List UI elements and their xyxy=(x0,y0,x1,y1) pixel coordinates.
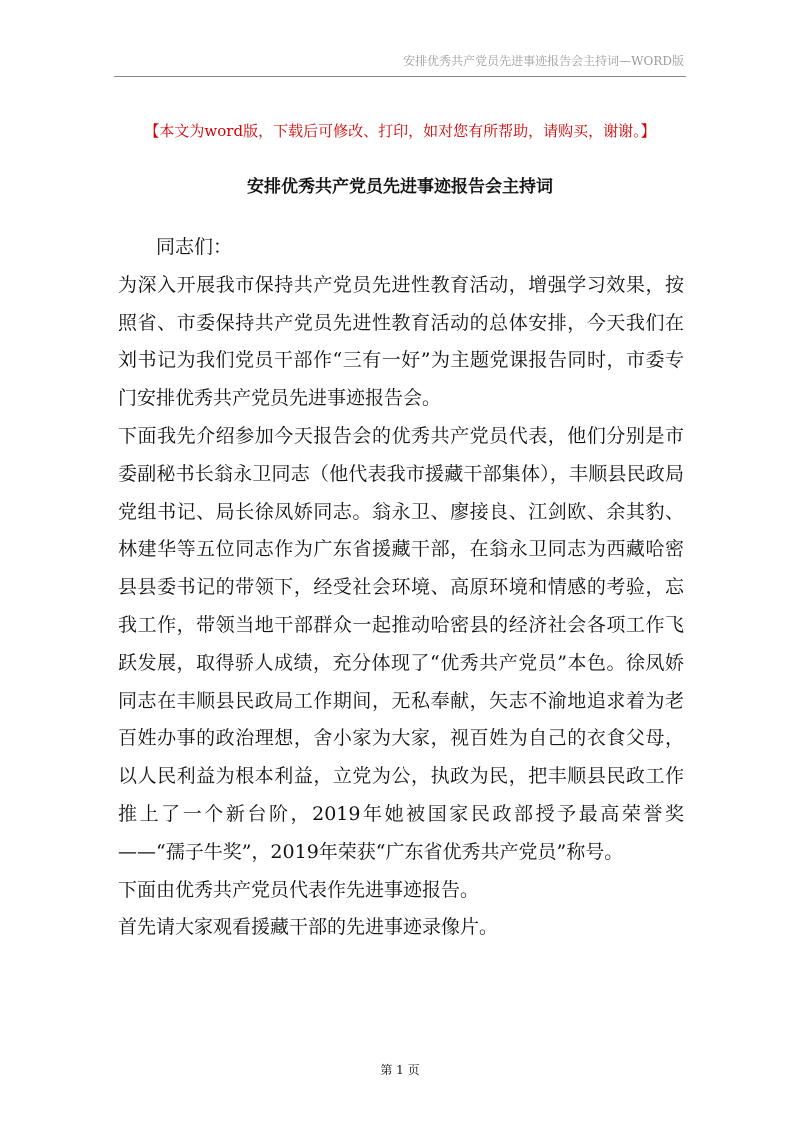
page-number: 第 1 页 xyxy=(380,1063,420,1077)
document-title: 安排优秀共产党员先进事迹报告会主持词 xyxy=(247,177,553,197)
body-paragraph-3: 下面由优秀共产党员代表作先进事迹报告。 xyxy=(118,878,480,901)
body-paragraph-4: 首先请大家观看援藏干部的先进事迹录像片。 xyxy=(118,916,499,939)
salutation-paragraph: 同志们： xyxy=(156,236,233,258)
running-header: 安排优秀共产党员先进事迹报告会主持词—WORD版 xyxy=(403,54,684,68)
body-paragraph-2: 下面我先介绍参加今天报告会的优秀共产党员代表，他们分别是市委副秘书长翁永卫同志（他代表我市援藏干部集体），丰顺县民政局党组书记、局长徐凤娇同志。翁永卫、廖接良、江剑欧、余其豹、林建华等五位同志作为广东省援藏干部，在翁永卫同志为西藏哈密县县委书记的带领下，经受社会环境、高原环境和情感的考验，忘我工作，带领当地干部群众一起推动哈密县的经济社会各项工作飞跃发展，取得骄人成绩，充分体现了“优秀共产党员”本色。徐凤娇同志在丰顺县民政局工作期间，无私奉献，矢志不渝地追求着为老百姓办事的政治理想，舍小家为大家，视百姓为自己的衣食父母，以人民利益为根本利益，立党为公，执政为民，把丰顺县民政工作推上了一个新台阶，2019年她被国家民政部授予最高荣誉奖——“孺子牛奖”，2019年荣获“广东省优秀共产党员”称号。 xyxy=(118,424,684,863)
body-paragraph-1: 为深入开展我市保持共产党员先进性教育活动，增强学习效果，按照省、市委保持共产党员先进性教育活动的总体安排，今天我们在刘书记为我们党员干部作“三有一好”为主题党课报告同时，市委专门安排优秀共产党员先进事迹报告会。 xyxy=(118,273,684,410)
document-body xyxy=(118,229,684,947)
download-notice: 【本文为word版，下载后可修改、打印，如对您有所帮助，请购买，谢谢。】 xyxy=(144,122,656,140)
header-divider xyxy=(114,76,686,77)
